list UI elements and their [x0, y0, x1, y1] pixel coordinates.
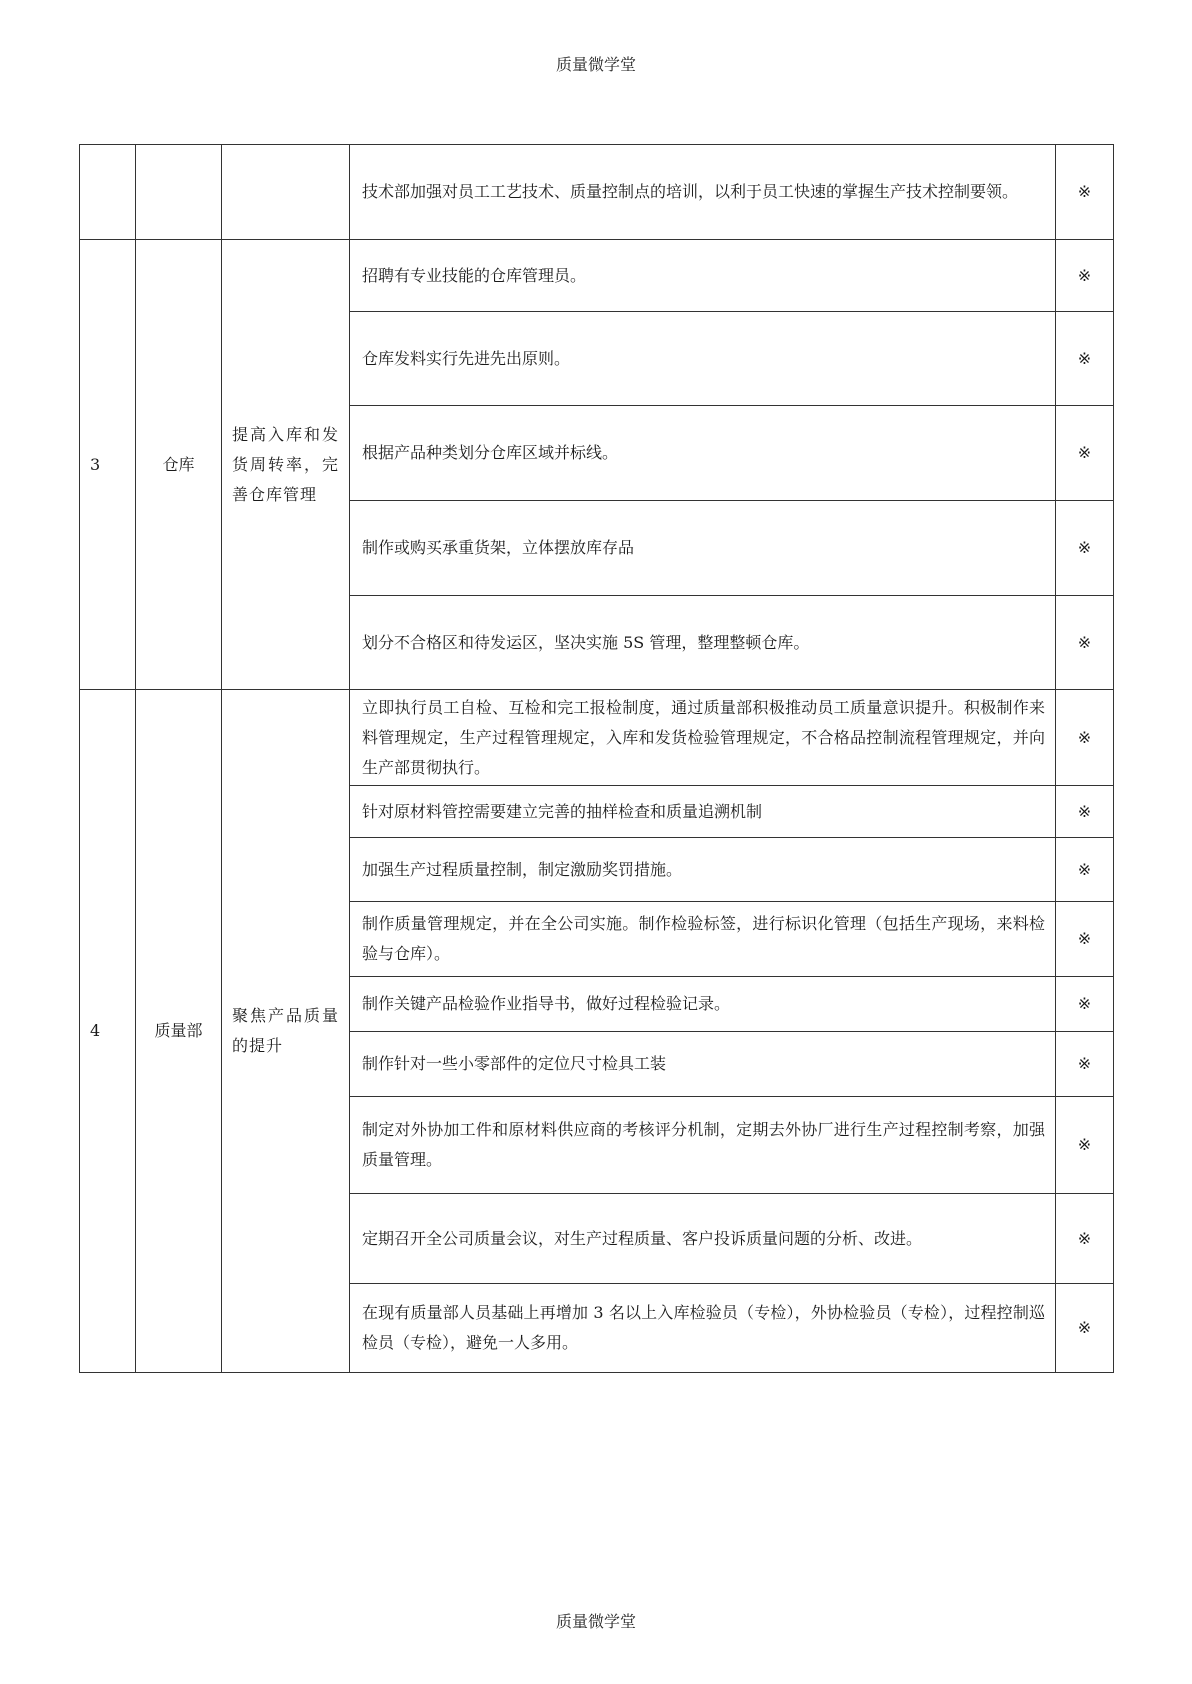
table-row — [80, 145, 1114, 240]
dept-cell: 仓库 — [136, 240, 222, 690]
mark-cell: ※ — [1056, 838, 1114, 902]
no-cell: 3 — [80, 240, 136, 690]
measure-cell: 针对原材料管控需要建立完善的抽样检查和质量追溯机制 — [350, 786, 1056, 838]
goal-cell: 聚焦产品质量的提升 — [222, 690, 350, 1373]
measure-cell: 仓库发料实行先进先出原则。 — [350, 312, 1056, 406]
no-cell: 4 — [80, 690, 136, 1373]
mark-cell: ※ — [1056, 501, 1114, 596]
table-row — [80, 240, 1114, 312]
mark-cell: ※ — [1056, 312, 1114, 406]
improvement-plan-table — [79, 144, 1114, 1373]
measure-cell: 立即执行员工自检、互检和完工报检制度，通过质量部积极推动员工质量意识提升。积极制作来料管理规定，生产过程管理规定，入库和发货检验管理规定，不合格品控制流程管理规定，并向生产部贯彻执行。 — [350, 690, 1056, 786]
measure-cell: 制作质量管理规定，并在全公司实施。制作检验标签，进行标识化管理（包括生产现场，来料检验与仓库）。 — [350, 902, 1056, 977]
measure-cell: 加强生产过程质量控制，制定激励奖罚措施。 — [350, 838, 1056, 902]
mark-cell: ※ — [1056, 690, 1114, 786]
goal-cell — [222, 145, 350, 240]
measure-cell: 制定对外协加工件和原材料供应商的考核评分机制，定期去外协厂进行生产过程控制考察，加强质量管理。 — [350, 1097, 1056, 1194]
mark-cell: ※ — [1056, 406, 1114, 501]
measure-cell: 制作或购买承重货架，立体摆放库存品 — [350, 501, 1056, 596]
measure-cell: 制作针对一些小零部件的定位尺寸检具工装 — [350, 1032, 1056, 1097]
mark-cell: ※ — [1056, 1284, 1114, 1373]
dept-cell: 质量部 — [136, 690, 222, 1373]
no-cell — [80, 145, 136, 240]
dept-cell — [136, 145, 222, 240]
mark-cell: ※ — [1056, 1032, 1114, 1097]
mark-cell: ※ — [1056, 786, 1114, 838]
measure-cell: 在现有质量部人员基础上再增加 3 名以上入库检验员（专检），外协检验员（专检），过程控制巡检员（专检），避免一人多用。 — [350, 1284, 1056, 1373]
measure-cell: 划分不合格区和待发运区，坚决实施 5S 管理，整理整顿仓库。 — [350, 596, 1056, 690]
measure-cell: 根据产品种类划分仓库区域并标线。 — [350, 406, 1056, 501]
table-row — [80, 690, 1114, 786]
measure-cell: 招聘有专业技能的仓库管理员。 — [350, 240, 1056, 312]
mark-cell: ※ — [1056, 977, 1114, 1032]
page-footer: 质量微学堂 — [555, 1612, 636, 1631]
mark-cell: ※ — [1056, 145, 1114, 240]
page-header: 质量微学堂 — [555, 55, 636, 74]
mark-cell: ※ — [1056, 596, 1114, 690]
measure-cell: 定期召开全公司质量会议，对生产过程质量、客户投诉质量问题的分析、改进。 — [350, 1194, 1056, 1284]
mark-cell: ※ — [1056, 902, 1114, 977]
goal-cell: 提高入库和发货周转率，完善仓库管理 — [222, 240, 350, 690]
measure-cell: 制作关键产品检验作业指导书，做好过程检验记录。 — [350, 977, 1056, 1032]
measure-cell: 技术部加强对员工工艺技术、质量控制点的培训，以利于员工快速的掌握生产技术控制要领。 — [350, 145, 1056, 240]
mark-cell: ※ — [1056, 1097, 1114, 1194]
mark-cell: ※ — [1056, 240, 1114, 312]
mark-cell: ※ — [1056, 1194, 1114, 1284]
